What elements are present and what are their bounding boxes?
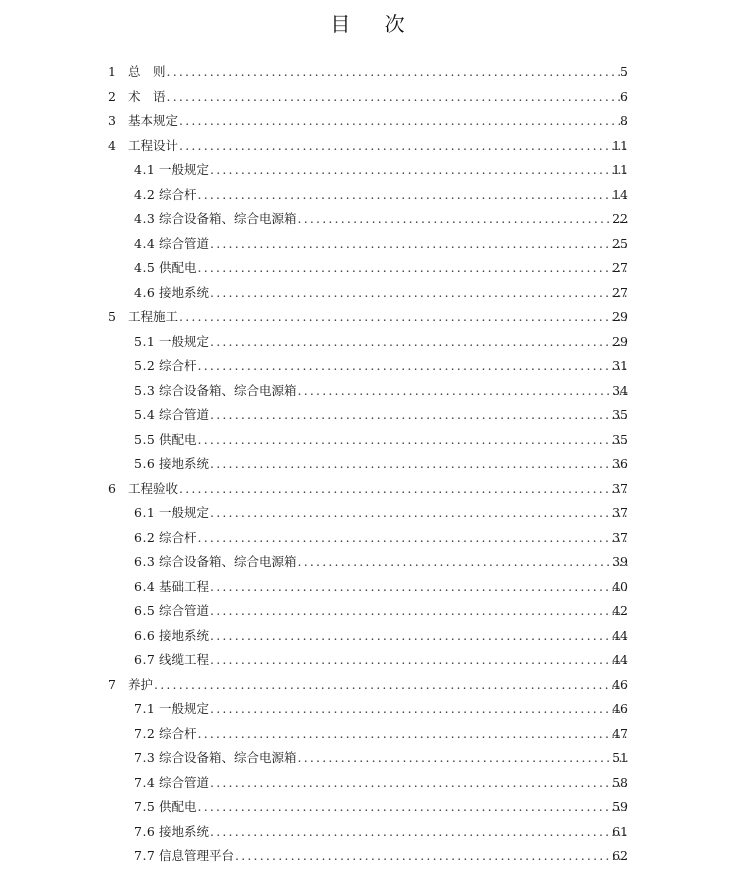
toc-subsection-entry[interactable] <box>0 379 735 404</box>
toc-entry-page-number: 25 <box>612 235 628 251</box>
toc-entry-number: 6.6 <box>134 627 156 643</box>
toc-entry-label: 基本规定 <box>128 109 179 134</box>
toc-entry-number: 5.5 <box>134 431 156 447</box>
toc-section-entry[interactable] <box>0 477 735 502</box>
toc-entry-label: 综合管道 <box>159 232 210 257</box>
toc-entry-label: 养护 <box>128 673 154 698</box>
toc-entry-label: 接地系统 <box>159 820 210 845</box>
toc-entry-leader-line <box>159 550 628 575</box>
toc-entry-label: 一般规定 <box>159 501 210 526</box>
toc-entry-leader-line <box>128 477 628 502</box>
toc-dot-leader <box>198 183 628 208</box>
toc-entry-page-number: 31 <box>612 358 628 373</box>
toc-entry-label: 综合设备箱、综合电源箱 <box>159 379 298 404</box>
toc-dot-leader <box>154 673 628 698</box>
toc-dot-leader <box>210 158 628 183</box>
toc-entry-page-number: 27 <box>612 284 628 300</box>
toc-entry-leader-line <box>159 207 628 232</box>
toc-entry-leader-line <box>159 648 628 673</box>
toc-dot-leader <box>198 722 628 747</box>
toc-entry-number: 5.2 <box>134 358 156 373</box>
toc-entry-label: 接地系统 <box>159 281 210 306</box>
toc-entry-number: 7.6 <box>134 823 156 839</box>
toc-dot-leader <box>210 403 628 428</box>
toc-entry-page-number: 8 <box>620 113 628 128</box>
toc-entry-number: 6.4 <box>134 578 156 594</box>
toc-entry-number: 7.1 <box>134 701 156 716</box>
toc-entry-label: 接地系统 <box>159 624 210 649</box>
toc-entry-leader-line <box>159 452 628 477</box>
toc-subsection-entry[interactable] <box>0 722 735 747</box>
toc-entry-page-number: 37 <box>612 505 628 520</box>
toc-entry-page-number: 62 <box>612 848 628 863</box>
toc-entry-page-number: 42 <box>612 603 628 618</box>
toc-entry-leader-line <box>159 183 628 208</box>
toc-entry-label: 综合设备箱、综合电源箱 <box>159 207 298 232</box>
toc-entry-page-number: 22 <box>612 211 628 226</box>
toc-entry-number: 6.1 <box>134 505 156 520</box>
toc-subsection-entry[interactable] <box>0 746 735 771</box>
toc-entry-page-number: 46 <box>612 701 628 716</box>
toc-entry-label: 总 则 <box>128 60 167 85</box>
toc-entry-page-number: 14 <box>612 186 628 202</box>
toc-entry-number: 2 <box>108 88 117 104</box>
toc-entry-page-number: 29 <box>612 309 628 324</box>
toc-subsection-entry[interactable] <box>0 820 735 845</box>
toc-entry-label: 综合设备箱、综合电源箱 <box>159 746 298 771</box>
toc-entry-number: 4.3 <box>134 211 156 226</box>
toc-entry-leader-line <box>159 599 628 624</box>
toc-entry-number: 7.3 <box>134 750 156 765</box>
toc-subsection-entry[interactable] <box>0 575 735 600</box>
toc-entry-label: 一般规定 <box>159 330 210 355</box>
toc-entry-page-number: 61 <box>612 823 628 839</box>
toc-entry-number: 7 <box>108 676 117 692</box>
toc-dot-leader <box>298 207 628 232</box>
toc-entry-page-number: 46 <box>612 676 628 692</box>
toc-entry-number: 7.7 <box>134 848 156 863</box>
toc-entry-label: 供配电 <box>159 428 198 453</box>
toc-entry-label: 术 语 <box>128 85 167 110</box>
toc-dot-leader <box>298 550 628 575</box>
toc-entry-label: 工程施工 <box>128 305 179 330</box>
toc-entry-page-number: 37 <box>612 480 628 496</box>
toc-entry-page-number: 36 <box>612 456 628 471</box>
toc-section-entry[interactable] <box>0 60 735 85</box>
toc-subsection-entry[interactable] <box>0 526 735 551</box>
toc-entry-label: 供配电 <box>159 795 198 820</box>
toc-entry-page-number: 27 <box>612 260 628 275</box>
toc-entry-page-number: 37 <box>612 529 628 545</box>
toc-entry-leader-line <box>159 428 628 453</box>
toc-dot-leader <box>210 232 628 257</box>
toc-entry-leader-line <box>159 526 628 551</box>
toc-entry-page-number: 39 <box>612 554 628 569</box>
toc-entry-page-number: 44 <box>612 652 628 667</box>
toc-entry-page-number: 51 <box>612 750 628 765</box>
toc-dot-leader <box>298 379 628 404</box>
toc-section-entry[interactable] <box>0 673 735 698</box>
toc-dot-leader <box>210 820 628 845</box>
toc-section-entry[interactable] <box>0 134 735 159</box>
toc-section-entry[interactable] <box>0 109 735 134</box>
toc-subsection-entry[interactable] <box>0 648 735 673</box>
toc-entry-number: 5.3 <box>134 382 156 398</box>
toc-dot-leader <box>179 109 628 134</box>
toc-subsection-entry[interactable] <box>0 501 735 526</box>
toc-entry-page-number: 29 <box>612 333 628 349</box>
toc-dot-leader <box>198 354 628 379</box>
toc-entry-number: 6.7 <box>134 652 156 667</box>
toc-entry-page-number: 5 <box>620 64 628 79</box>
toc-entry-number: 7.2 <box>134 725 156 741</box>
toc-entry-label: 一般规定 <box>159 158 210 183</box>
toc-dot-leader <box>198 428 628 453</box>
toc-entry-leader-line <box>128 305 628 330</box>
toc-dot-leader <box>167 60 628 85</box>
toc-subsection-entry[interactable] <box>0 354 735 379</box>
toc-dot-leader <box>210 648 628 673</box>
toc-subsection-entry[interactable] <box>0 452 735 477</box>
page-title: 目 次 <box>330 12 419 36</box>
toc-entry-page-number: 11 <box>612 162 628 177</box>
toc-subsection-entry[interactable] <box>0 256 735 281</box>
toc-dot-leader <box>210 771 628 796</box>
toc-entry-leader-line <box>159 771 628 796</box>
toc-dot-leader <box>179 134 628 159</box>
toc-entry-label: 综合管道 <box>159 599 210 624</box>
toc-entry-label: 线缆工程 <box>159 648 210 673</box>
toc-entry-number: 6.3 <box>134 554 156 569</box>
toc-dot-leader <box>210 697 628 722</box>
toc-entry-leader-line <box>159 697 628 722</box>
toc-entry-number: 4 <box>108 137 117 153</box>
toc-entry-leader-line <box>159 746 628 771</box>
toc-entry-label: 接地系统 <box>159 452 210 477</box>
toc-entry-number: 5 <box>108 309 117 324</box>
toc-subsection-entry[interactable] <box>0 697 735 722</box>
toc-dot-leader <box>210 575 628 600</box>
toc-section-entry[interactable] <box>0 85 735 110</box>
toc-entry-number: 4.5 <box>134 260 156 275</box>
toc-entry-label: 综合杆 <box>159 183 198 208</box>
toc-entry-leader-line <box>128 60 628 85</box>
toc-subsection-entry[interactable] <box>0 158 735 183</box>
toc-entry-number: 7.4 <box>134 774 156 790</box>
toc-entry-label: 供配电 <box>159 256 198 281</box>
toc-dot-leader <box>210 624 628 649</box>
toc-entry-page-number: 11 <box>612 137 628 153</box>
toc-subsection-entry[interactable] <box>0 550 735 575</box>
toc-dot-leader <box>210 330 628 355</box>
toc-subsection-entry[interactable] <box>0 281 735 306</box>
toc-entry-label: 综合设备箱、综合电源箱 <box>159 550 298 575</box>
toc-entry-page-number: 35 <box>612 431 628 447</box>
toc-entry-label: 工程验收 <box>128 477 179 502</box>
toc-entry-number: 4.2 <box>134 186 156 202</box>
toc-subsection-entry[interactable] <box>0 624 735 649</box>
toc-subsection-entry[interactable] <box>0 183 735 208</box>
toc-entry-page-number: 34 <box>612 382 628 398</box>
toc-entry-number: 4.6 <box>134 284 156 300</box>
toc-dot-leader <box>210 281 628 306</box>
toc-entry-label: 综合管道 <box>159 771 210 796</box>
toc-dot-leader <box>298 746 628 771</box>
toc-entry-leader-line <box>159 330 628 355</box>
toc-entry-leader-line <box>159 232 628 257</box>
toc-entry-label: 综合杆 <box>159 526 198 551</box>
toc-entry-number: 5.1 <box>134 333 156 349</box>
toc-dot-leader <box>198 795 628 820</box>
toc-entry-number: 7.5 <box>134 799 156 814</box>
toc-entry-leader-line <box>159 624 628 649</box>
toc-entry-label: 基础工程 <box>159 575 210 600</box>
toc-entry-number: 6.2 <box>134 529 156 545</box>
toc-entry-leader-line <box>128 673 628 698</box>
toc-subsection-entry[interactable] <box>0 207 735 232</box>
toc-subsection-entry[interactable] <box>0 599 735 624</box>
toc-entry-page-number: 59 <box>612 799 628 814</box>
toc-entry-label: 综合管道 <box>159 403 210 428</box>
toc-entry-number: 3 <box>108 113 117 128</box>
toc-entry-page-number: 40 <box>612 578 628 594</box>
toc-dot-leader <box>210 452 628 477</box>
toc-subsection-entry[interactable] <box>0 795 735 820</box>
toc-entry-page-number: 47 <box>612 725 628 741</box>
toc-entry-leader-line <box>128 109 628 134</box>
toc-entry-number: 4.1 <box>134 162 156 177</box>
toc-subsection-entry[interactable] <box>0 330 735 355</box>
toc-entry-label: 信息管理平台 <box>159 844 235 869</box>
toc-entry-leader-line <box>159 256 628 281</box>
toc-subsection-entry[interactable] <box>0 403 735 428</box>
toc-entry-leader-line <box>128 85 628 110</box>
toc-entry-label: 工程设计 <box>128 134 179 159</box>
toc-entry-label: 综合杆 <box>159 722 198 747</box>
toc-entry-leader-line <box>159 403 628 428</box>
toc-section-entry[interactable] <box>0 305 735 330</box>
toc-entry-number: 6.5 <box>134 603 156 618</box>
toc-entry-leader-line <box>128 134 628 159</box>
toc-entry-number: 4.4 <box>134 235 156 251</box>
toc-entry-page-number: 44 <box>612 627 628 643</box>
toc-entry-leader-line <box>159 795 628 820</box>
toc-subsection-entry[interactable] <box>0 232 735 257</box>
toc-entry-leader-line <box>159 820 628 845</box>
toc-entry-number: 5.4 <box>134 407 156 422</box>
table-of-contents <box>0 60 735 869</box>
toc-entry-number: 1 <box>108 64 117 79</box>
toc-dot-leader <box>198 256 628 281</box>
toc-entry-leader-line <box>159 722 628 747</box>
toc-entry-page-number: 58 <box>612 774 628 790</box>
toc-entry-number: 5.6 <box>134 456 156 471</box>
toc-dot-leader <box>210 599 628 624</box>
toc-entry-leader-line <box>159 281 628 306</box>
toc-dot-leader <box>179 477 628 502</box>
toc-dot-leader <box>198 526 628 551</box>
toc-dot-leader <box>179 305 628 330</box>
toc-entry-leader-line <box>159 354 628 379</box>
toc-entry-label: 一般规定 <box>159 697 210 722</box>
toc-entry-label: 综合杆 <box>159 354 198 379</box>
toc-subsection-entry[interactable] <box>0 771 735 796</box>
toc-entry-number: 6 <box>108 480 117 496</box>
toc-entry-leader-line <box>159 379 628 404</box>
toc-entry-page-number: 6 <box>620 88 628 104</box>
toc-dot-leader <box>210 501 628 526</box>
toc-entry-leader-line <box>159 501 628 526</box>
toc-entry-page-number: 35 <box>612 407 628 422</box>
toc-dot-leader <box>167 85 628 110</box>
toc-subsection-entry[interactable] <box>0 428 735 453</box>
toc-entry-leader-line <box>159 575 628 600</box>
toc-entry-leader-line <box>159 158 628 183</box>
